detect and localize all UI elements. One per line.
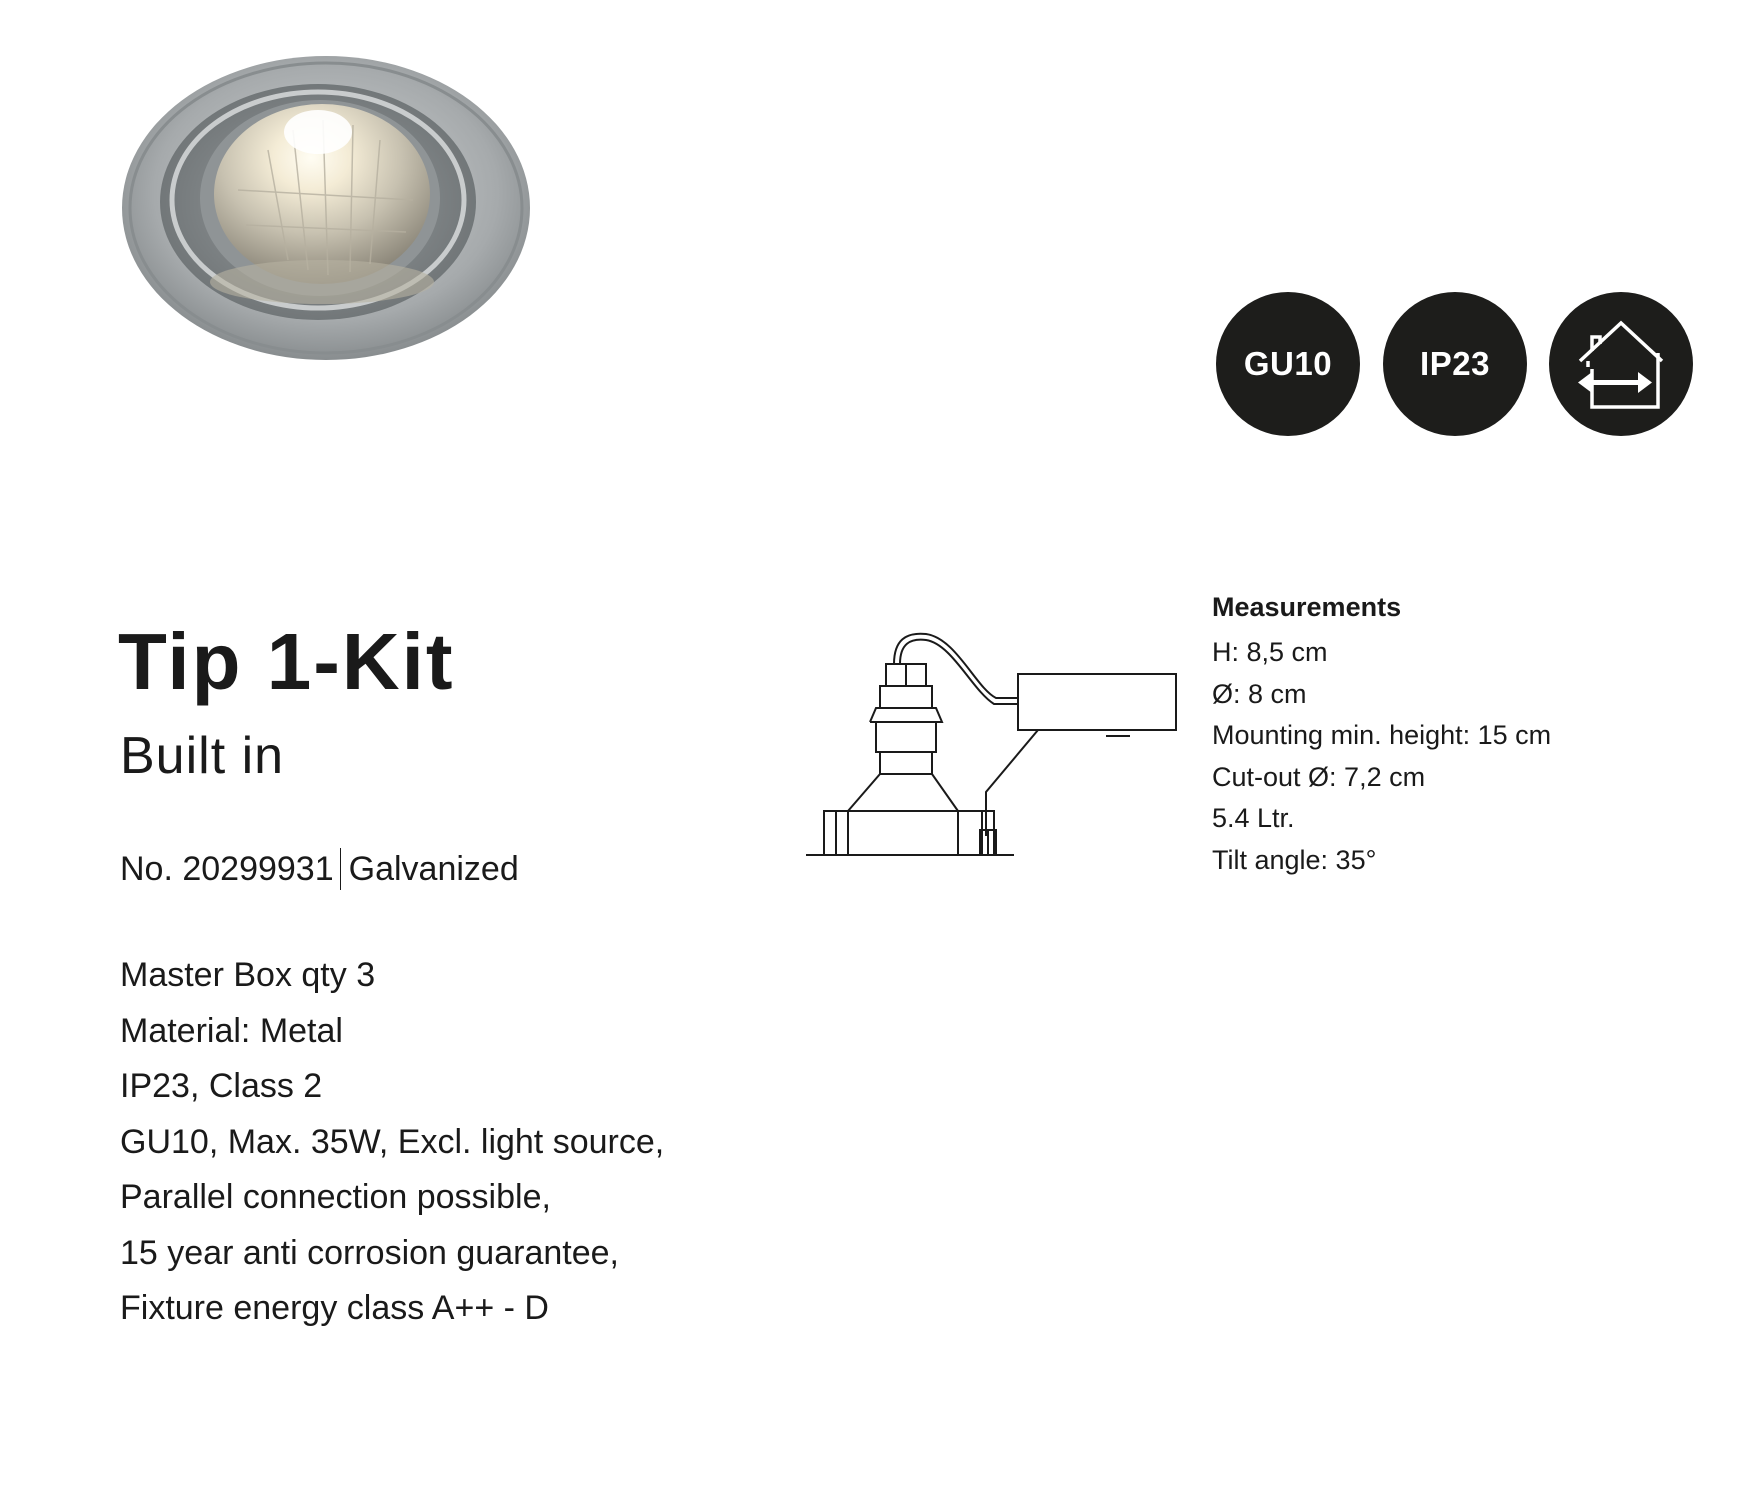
gu10-badge — [1216, 292, 1360, 436]
technical-drawing — [806, 628, 1196, 868]
spec-item: GU10, Max. 35W, Excl. light source, — [120, 1122, 665, 1161]
product-finish: Galvanized — [348, 850, 519, 888]
product-number-line — [120, 848, 519, 890]
measurement-item: 5.4 Ltr. — [1212, 803, 1295, 834]
ip23-badge — [1383, 292, 1527, 436]
measurements-heading: Measurements — [1212, 592, 1402, 622]
measurements-panel — [1212, 592, 1551, 882]
product-subtitle: Built in — [120, 727, 285, 785]
number-divider — [340, 848, 341, 890]
measurement-item: H: 8,5 cm — [1212, 637, 1328, 667]
spec-item: 15 year anti corrosion guarantee, — [120, 1233, 619, 1272]
measurement-item: Mounting min. height: 15 cm — [1212, 720, 1552, 751]
measurements-list — [1212, 632, 1551, 882]
spec-item: Material: Metal — [120, 1011, 343, 1050]
indoor-badge — [1549, 292, 1693, 436]
spec-item: Fixture energy class A++ - D — [120, 1289, 549, 1327]
product-number: No. 20299931 — [120, 850, 334, 888]
product-title: Tip 1-Kit — [118, 617, 455, 706]
measurement-item: Cut-out Ø: 7,2 cm — [1212, 761, 1426, 792]
spec-item: Master Box qty 3 — [120, 956, 376, 994]
spec-item: IP23, Class 2 — [120, 1067, 323, 1105]
measurement-item: Ø: 8 cm — [1212, 678, 1307, 709]
spec-item: Parallel connection possible, — [120, 1178, 551, 1216]
gu10-badge-label: GU10 — [1243, 345, 1333, 382]
measurement-item: Tilt angle: 35° — [1212, 844, 1377, 875]
ip23-badge-label: IP23 — [1420, 345, 1490, 382]
indoor-house-icon — [1566, 309, 1676, 419]
spec-list — [120, 948, 664, 1337]
product-photo — [118, 50, 538, 370]
